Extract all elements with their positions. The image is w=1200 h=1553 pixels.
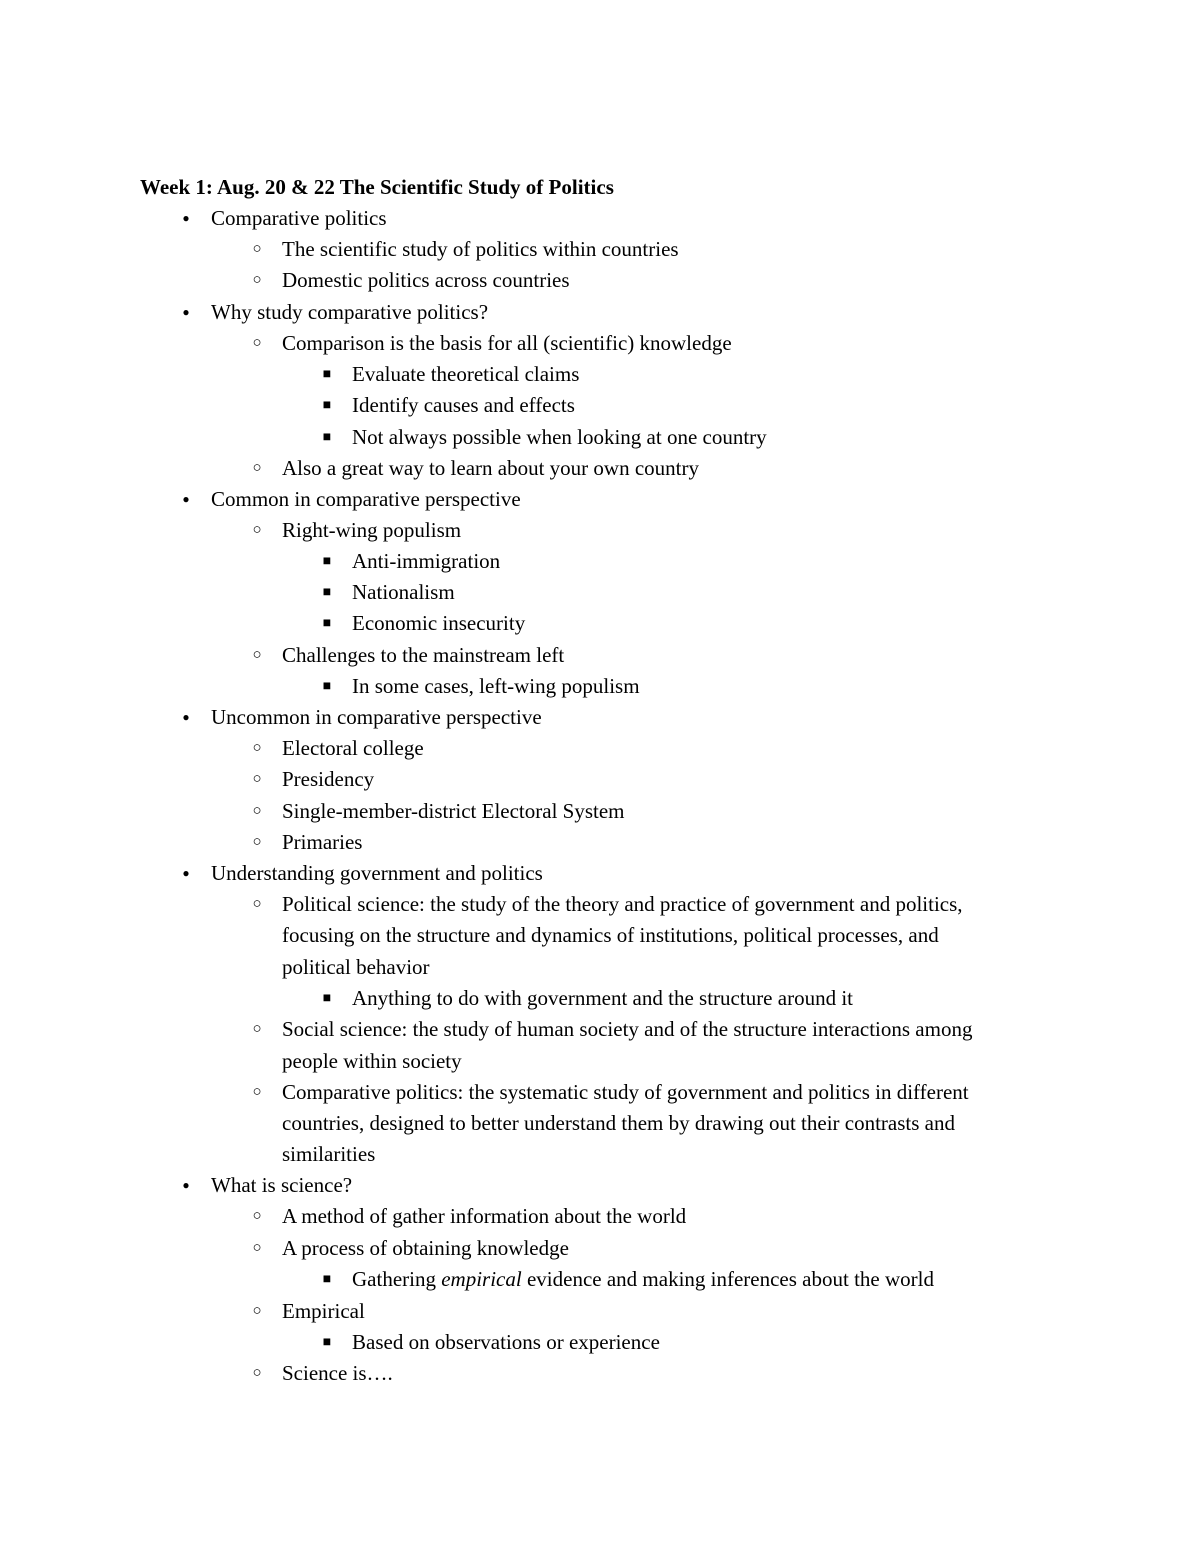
bullet-item xyxy=(322,422,767,453)
list-item-text: A method of gather information about the world xyxy=(282,1204,687,1228)
square-bullet-icon: ■ xyxy=(322,430,332,445)
hollow-circle-bullet-icon: ○ xyxy=(252,1208,262,1224)
bullet-item xyxy=(252,1201,687,1232)
hollow-circle-bullet-icon: ○ xyxy=(252,740,262,756)
bullet-item xyxy=(252,265,570,296)
filled-circle-bullet-icon: ● xyxy=(182,866,190,880)
bullet-item xyxy=(322,1327,660,1358)
square-bullet-icon: ■ xyxy=(322,1335,332,1350)
list-item-text-before: Gathering xyxy=(352,1267,442,1291)
bullet-item xyxy=(252,796,625,827)
hollow-circle-bullet-icon: ○ xyxy=(252,522,262,538)
list-item-text: Domestic politics across countries xyxy=(282,268,570,292)
hollow-circle-bullet-icon: ○ xyxy=(252,1084,262,1100)
list-item-text: Why study comparative politics? xyxy=(211,300,489,324)
list-item-text: Common in comparative perspective xyxy=(211,487,521,511)
hollow-circle-bullet-icon: ○ xyxy=(252,460,262,476)
continuation-line xyxy=(282,920,939,951)
list-item-text: Based on observations or experience xyxy=(352,1330,660,1354)
list-item-text: Also a great way to learn about your own country xyxy=(282,456,699,480)
continuation-line xyxy=(282,952,430,983)
bullet-item xyxy=(252,1358,393,1389)
list-item-text: Electoral college xyxy=(282,736,424,760)
bullet-item xyxy=(252,453,699,484)
list-item-text: people within society xyxy=(282,1049,462,1073)
list-item-text: Social science: the study of human society and of the structure interactions among xyxy=(282,1017,973,1041)
hollow-circle-bullet-icon: ○ xyxy=(252,272,262,288)
list-item-text: Economic insecurity xyxy=(352,611,526,635)
bullet-item xyxy=(322,608,526,639)
filled-circle-bullet-icon: ● xyxy=(182,211,190,225)
bullet-item xyxy=(182,1170,353,1201)
continuation-line xyxy=(282,1046,462,1077)
filled-circle-bullet-icon: ● xyxy=(182,710,190,724)
list-item-text: Primaries xyxy=(282,830,363,854)
bullet-item xyxy=(322,390,575,421)
bullet-item xyxy=(182,297,489,328)
list-item-text: focusing on the structure and dynamics of institutions, political processes, and xyxy=(282,923,939,947)
square-bullet-icon: ■ xyxy=(322,616,332,631)
bullet-item xyxy=(252,1014,973,1045)
list-item-text: Comparative politics xyxy=(211,206,387,230)
bullet-item xyxy=(252,640,565,671)
list-item-text: Challenges to the mainstream left xyxy=(282,643,565,667)
filled-circle-bullet-icon: ● xyxy=(182,492,190,506)
page-title: Week 1: Aug. 20 & 22 The Scientific Study of Politics xyxy=(140,175,614,199)
square-bullet-icon: ■ xyxy=(322,554,332,569)
list-item-text: Identify causes and effects xyxy=(352,393,575,417)
hollow-circle-bullet-icon: ○ xyxy=(252,1021,262,1037)
bullet-item xyxy=(322,577,455,608)
hollow-circle-bullet-icon: ○ xyxy=(252,1365,262,1381)
bullet-item xyxy=(252,827,363,858)
list-item-text: Comparative politics: the systematic study of government and politics in different xyxy=(282,1080,969,1104)
emphasis-text: empirical xyxy=(441,1267,522,1291)
square-bullet-icon: ■ xyxy=(322,679,332,694)
bullet-item xyxy=(322,671,640,702)
bullet-item xyxy=(252,889,963,920)
list-item-text: Presidency xyxy=(282,767,375,791)
bullet-item xyxy=(182,702,542,733)
hollow-circle-bullet-icon: ○ xyxy=(252,834,262,850)
list-item-text-after: evidence and making inferences about the world xyxy=(521,1267,934,1291)
bullet-item xyxy=(252,328,732,359)
continuation-line xyxy=(282,1108,955,1139)
hollow-circle-bullet-icon: ○ xyxy=(252,1303,262,1319)
list-item-text: Single-member-district Electoral System xyxy=(282,799,625,823)
list-item-text: The scientific study of politics within countries xyxy=(282,237,679,261)
bullet-item xyxy=(322,359,580,390)
list-item-text: Evaluate theoretical claims xyxy=(352,362,580,386)
list-item-text: Nationalism xyxy=(352,580,455,604)
list-item-text: What is science? xyxy=(211,1173,353,1197)
list-item-text: Not always possible when looking at one country xyxy=(352,425,767,449)
list-item-text: Right-wing populism xyxy=(282,518,462,542)
list-item-text: Anti-immigration xyxy=(352,549,501,573)
bullet-item xyxy=(252,733,424,764)
hollow-circle-bullet-icon: ○ xyxy=(252,896,262,912)
list-item-text: similarities xyxy=(282,1142,376,1166)
square-bullet-icon: ■ xyxy=(322,991,332,1006)
hollow-circle-bullet-icon: ○ xyxy=(252,771,262,787)
list-item-text: political behavior xyxy=(282,955,430,979)
bullet-item xyxy=(252,1296,365,1327)
list-item-text: In some cases, left-wing populism xyxy=(352,674,640,698)
list-item-text: Comparison is the basis for all (scientific) knowledge xyxy=(282,331,732,355)
bullet-item xyxy=(252,764,375,795)
bullet-item xyxy=(252,1077,969,1108)
list-item-text: Anything to do with government and the structure around it xyxy=(352,986,853,1010)
filled-circle-bullet-icon: ● xyxy=(182,1178,190,1192)
bullet-item xyxy=(322,546,501,577)
hollow-circle-bullet-icon: ○ xyxy=(252,803,262,819)
bullet-item xyxy=(322,1264,934,1295)
hollow-circle-bullet-icon: ○ xyxy=(252,335,262,351)
hollow-circle-bullet-icon: ○ xyxy=(252,647,262,663)
list-item-text: Understanding government and politics xyxy=(211,861,543,885)
hollow-circle-bullet-icon: ○ xyxy=(252,1240,262,1256)
bullet-item xyxy=(182,203,387,234)
continuation-line xyxy=(282,1139,375,1170)
list-item-text: Uncommon in comparative perspective xyxy=(211,705,542,729)
list-item-text: Empirical xyxy=(282,1299,365,1323)
bullet-item xyxy=(182,858,543,889)
list-item-text: Science is…. xyxy=(282,1361,393,1385)
square-bullet-icon: ■ xyxy=(322,1272,332,1287)
bullet-item xyxy=(252,515,462,546)
bullet-item xyxy=(182,484,521,515)
hollow-circle-bullet-icon: ○ xyxy=(252,241,262,257)
square-bullet-icon: ■ xyxy=(322,585,332,600)
filled-circle-bullet-icon: ● xyxy=(182,305,190,319)
bullet-item xyxy=(252,1233,569,1264)
list-item-text: A process of obtaining knowledge xyxy=(282,1236,569,1260)
bullet-item xyxy=(322,983,853,1014)
square-bullet-icon: ■ xyxy=(322,398,332,413)
bullet-item xyxy=(252,234,679,265)
list-item-text: countries, designed to better understand them by drawing out their contrasts and xyxy=(282,1111,955,1135)
list-item-text: Political science: the study of the theory and practice of government and politics, xyxy=(282,892,963,916)
square-bullet-icon: ■ xyxy=(322,367,332,382)
